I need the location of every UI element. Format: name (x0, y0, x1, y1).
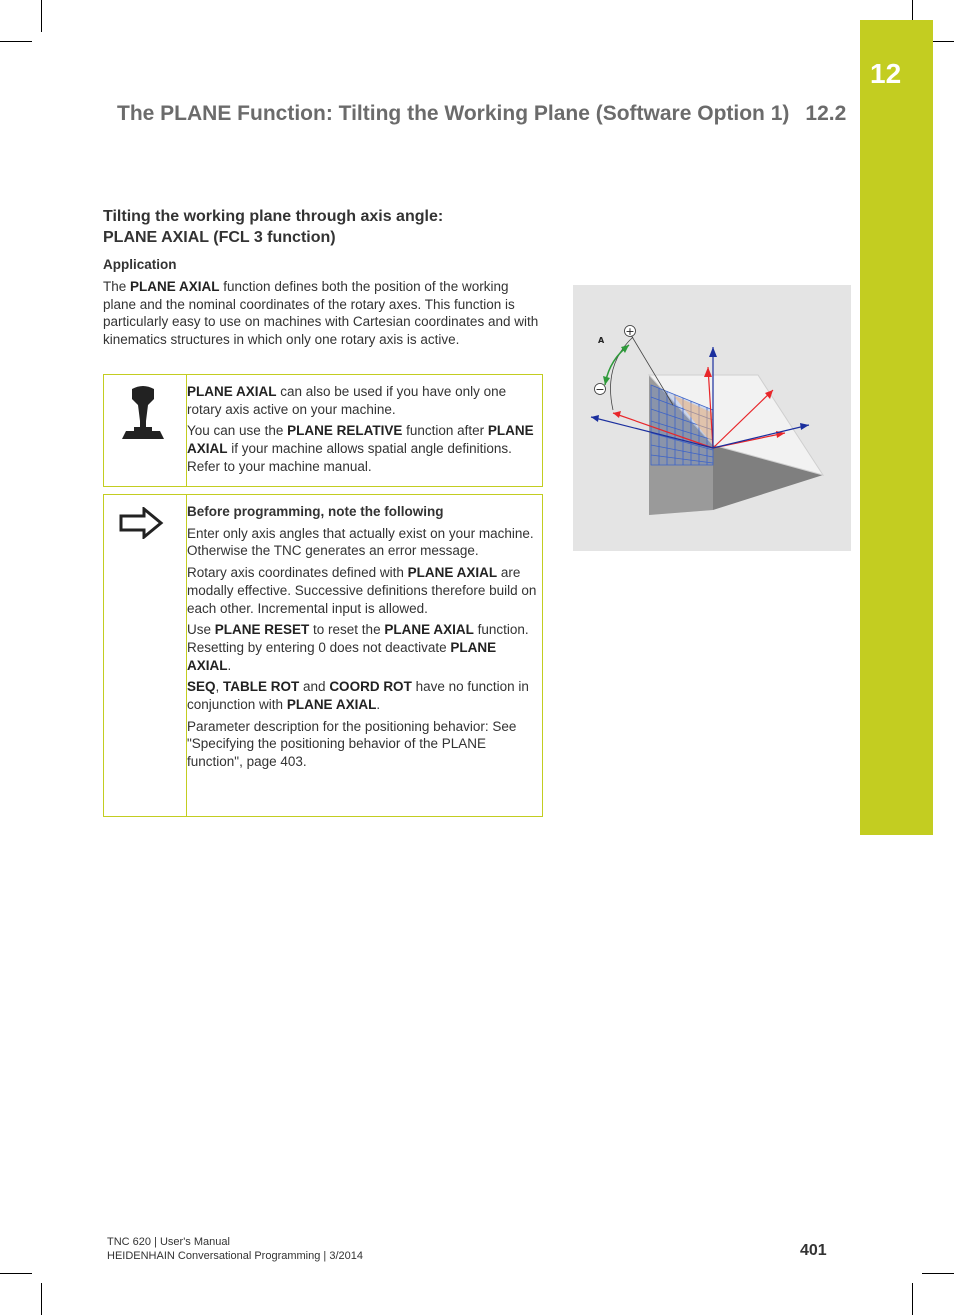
keyword: PLANE AXIAL (130, 279, 220, 294)
crop-mark (0, 1273, 32, 1274)
crop-mark (912, 1283, 913, 1315)
keyword: PLANE AXIAL (384, 622, 474, 638)
text: function. Resetting by entering 0 does not deactivate (187, 622, 529, 655)
plus-sign: + (625, 325, 635, 338)
section-number: 12.2 (805, 102, 847, 125)
heading-text: Before programming, note the following (187, 504, 444, 519)
page-footer (107, 1235, 363, 1263)
text: function after (402, 423, 488, 439)
section-title-line: PLANE AXIAL (FCL 3 function) (103, 229, 336, 246)
machine-note-box (103, 374, 543, 487)
note-paragraph (187, 678, 537, 713)
text: You can use the (187, 423, 288, 439)
text: can also be used if you have only one rotary axis active on your machine. (187, 384, 507, 417)
tilted-plane-illustration (573, 285, 851, 551)
footer-line: HEIDENHAIN Conversational Programming | 3/2014 (107, 1250, 363, 1262)
keyword: PLANE RESET (214, 622, 310, 638)
text: if your machine allows spatial angle definitions. Refer to your machine manual. (187, 441, 512, 474)
note-heading (187, 503, 537, 521)
keyword: PLANE AXIAL (286, 697, 377, 713)
text: . (227, 657, 232, 673)
text: function defines both the position of the working plane and the nominal coordinates of the rotary axes. This function is particularly easy to use on machines with Cartesian coordinates and with kinematics structures in which only one rotary axis is active. (103, 279, 539, 348)
text: are modally effective. Successive definitions therefore build on each other. Incremental input is allowed. (187, 565, 537, 616)
machine-note-text (187, 383, 537, 480)
text: , (215, 679, 224, 695)
keyword: PLANE AXIAL (187, 384, 277, 399)
crop-mark (933, 41, 954, 42)
text: Use (187, 622, 215, 638)
note-paragraph (187, 383, 537, 418)
minus-sign: − (595, 383, 605, 396)
page-number: 401 (800, 1242, 827, 1259)
crop-mark (41, 1283, 42, 1315)
section-title-line: Tilting the working plane through axis angle: (103, 208, 444, 225)
footer-line: TNC 620 | User's Manual (107, 1236, 230, 1248)
crop-mark (0, 41, 32, 42)
keyword: COORD ROT (329, 679, 412, 695)
axis-label-a: A (598, 336, 605, 345)
keyword: PLANE AXIAL (187, 639, 497, 673)
intro-paragraph (103, 278, 543, 349)
subheading-application: Application (103, 257, 177, 272)
keyword: TABLE ROT (223, 679, 300, 695)
machine-info-icon (118, 385, 168, 446)
programming-note-text (187, 503, 537, 775)
running-header (117, 102, 846, 126)
chapter-number: 12 (870, 58, 902, 89)
crop-mark (41, 0, 42, 32)
running-header-title: The PLANE Function: Tilting the Working Plane (Software Option 1) (117, 102, 790, 125)
arrow-right-icon (118, 507, 164, 544)
keyword: PLANE RELATIVE (287, 423, 403, 439)
crop-mark (912, 0, 913, 20)
note-paragraph: Parameter description for the positioning behavior: See "Specifying the positioning behavior of the PLANE function", page 403. (187, 718, 517, 770)
text: The (103, 279, 131, 294)
plane-axial-figure (573, 285, 851, 551)
crop-mark (922, 1273, 954, 1274)
text: have no function in conjunction with (187, 679, 529, 713)
keyword: PLANE AXIAL (407, 565, 498, 581)
note-paragraph (187, 564, 537, 617)
section-title (103, 206, 443, 248)
text: and (299, 679, 330, 695)
chapter-tab (860, 20, 933, 835)
note-paragraph: Enter only axis angles that actually exist on your machine. Otherwise the TNC generates an error message. (187, 525, 534, 559)
text: . (376, 697, 381, 713)
text: Rotary axis coordinates defined with (187, 565, 408, 581)
keyword: SEQ (187, 679, 216, 695)
note-paragraph (187, 422, 537, 475)
note-paragraph (187, 621, 537, 674)
keyword: PLANE AXIAL (187, 423, 534, 457)
programming-note-box (103, 494, 543, 817)
text: to reset the (309, 622, 385, 638)
